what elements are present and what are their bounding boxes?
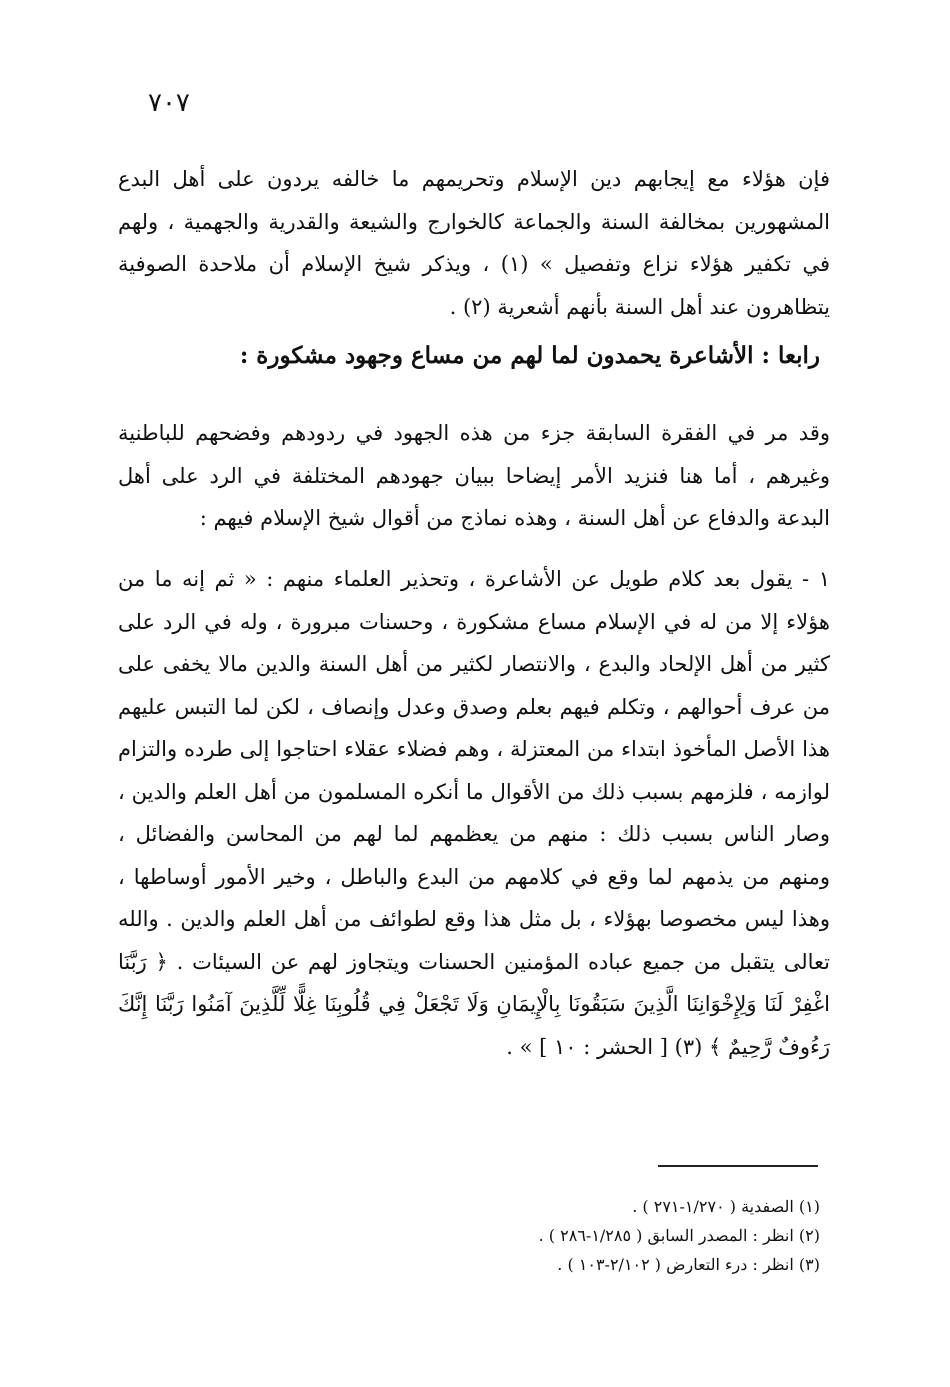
paragraph-2: وقد مر في الفقرة السابقة جزء من هذه الجهود في ردودهم وفضحهم للباطنية وغيرهم ، أما هنا فنزيد الأمر إيضاحا ببيان جهودهم المختلفة في الرد على أهل البدعة والدفاع عن أهل السنة ، وهذه نماذج من أقوال شيخ الإسلام فيهم : xyxy=(118,421,830,530)
footnote-divider xyxy=(658,1165,818,1167)
paragraph-3: ١ - يقول بعد كلام طويل عن الأشاعرة ، وتحذير العلماء منهم : « ثم إنه ما من هؤلاء إلا من له في الإسلام مساع مشكورة ، وحسنات مبرورة ، وله في الرد على كثير من أهل الإلحاد والبدع ، والانتصار لكثير من أهل السنة والدين مالا يخفى على من عرف أحوالهم ، وتكلم فيهم بعلم وصدق وعدل وإنصاف ، لكن لما التبس عليهم هذا الأصل المأخوذ ابتداء من المعتزلة ، وهم فضلاء عقلاء احتاجوا إلى طرده والتزام لوازمه ، فلزمهم بسبب ذلك من الأقوال ما أنكره المسلمون من أهل العلم والدين ، وصار الناس بسبب ذلك : منهم من يعظمهم لما لهم من المحاسن والفضائل ، ومنهم من يذمهم لما وقع في كلامهم من البدع والباطل ، وخير الأمور أوساطها ، وهذا ليس مخصوصا بهؤلاء ، بل مثل هذا وقع لطوائف من أهل العلم والدين . والله تعالى يتقبل من جميع عباده المؤمنين الحسنات ويتجاوز لهم عن السيئات . ﴿ رَبَّنَا اغْفِرْ لَنَا وَلِإِخْوَانِنَا الَّذِينَ سَبَقُونَا بِالْإِيمَانِ وَلَا تَجْعَلْ فِي قُلُوبِنَا غِلًّا لِّلَّذِينَ آمَنُوا رَبَّنَا إِنَّكَ رَءُوفٌ رَّحِيمٌ ﴾ (٣) [ الحشر : ١٠ ] » . xyxy=(118,567,830,1059)
footnote-3: (٣) انظر : درء التعارض ( ٢/١٠٢-١٠٣ ) . xyxy=(557,1255,820,1274)
section-heading: رابعا : الأشاعرة يحمدون لما لهم من مساع وجهود مشكورة : xyxy=(239,342,820,369)
page-number: ٧٠٧ xyxy=(148,88,190,118)
footnote-1: (١) الصفدية ( ١/٢٧٠-٢٧١ ) . xyxy=(632,1197,820,1216)
footnote-2: (٢) انظر : المصدر السابق ( ١/٢٨٥-٢٨٦ ) . xyxy=(538,1226,820,1245)
footnotes xyxy=(380,1192,820,1279)
paragraph-1: فإن هؤلاء مع إيجابهم دين الإسلام وتحريمهم ما خالفه يردون على أهل البدع المشهورين بمخالفة السنة والجماعة كالخوارج والشيعة والقدرية والجهمية ، ولهم في تكفير هؤلاء نزاع وتفصيل » (١) ، ويذكر شيخ الإسلام أن ملاحدة الصوفية يتظاهرون عند أهل السنة بأنهم أشعرية (٢) . xyxy=(118,167,830,319)
